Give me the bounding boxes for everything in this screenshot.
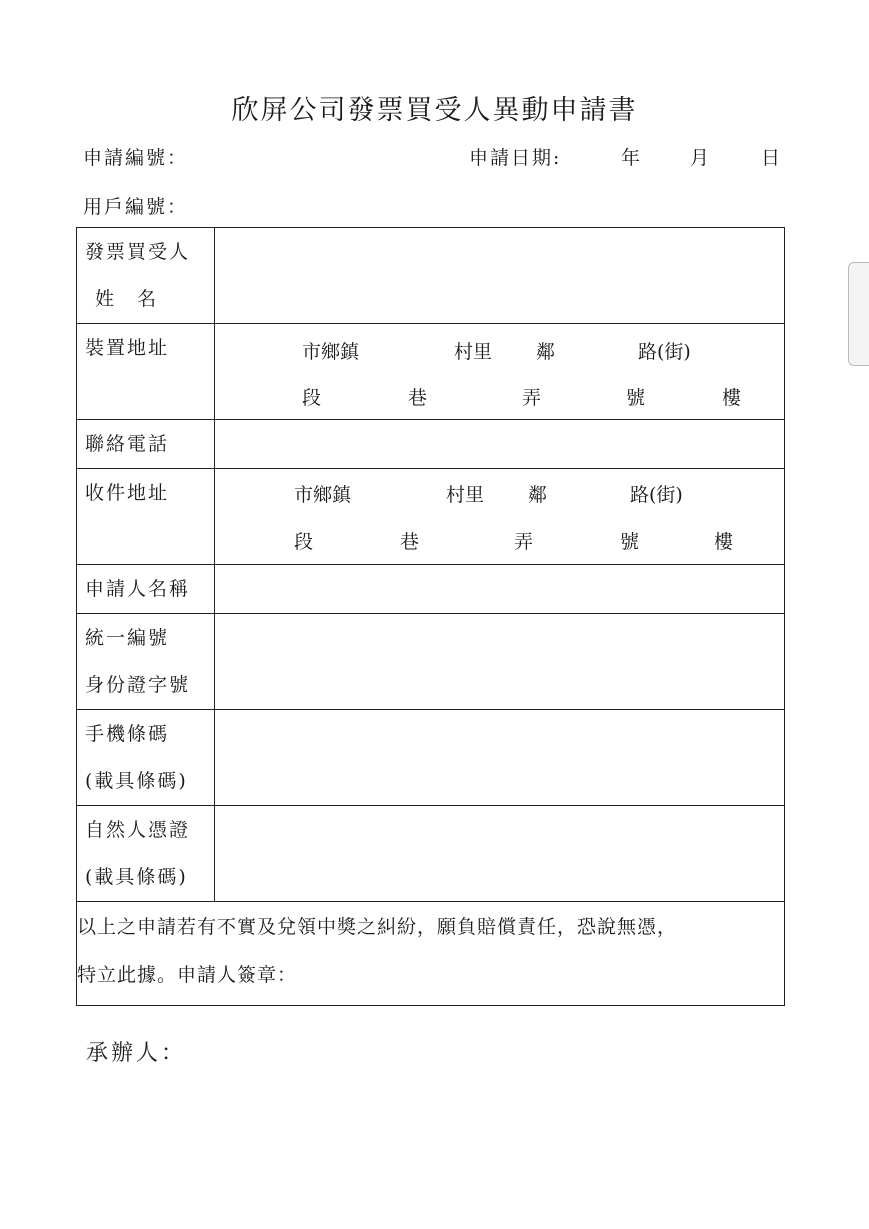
mail-address-field[interactable]: [215, 469, 785, 565]
row-applicant-name: [77, 565, 785, 614]
row-id-number: [77, 614, 785, 710]
mail-neighborhood-label: 鄰: [528, 484, 548, 506]
scan-edge-tab: [848, 262, 869, 366]
applicant-name-label: 申請人名稱: [85, 578, 191, 600]
install-number-label: 號: [626, 387, 646, 409]
mobile-barcode-field[interactable]: [215, 710, 785, 806]
mail-number-label: 號: [620, 531, 640, 553]
buyer-name-label-cell: [77, 228, 215, 324]
id-number-label-cell: [77, 614, 215, 710]
mail-address-label: 收件地址: [85, 482, 170, 504]
install-floor-label: 樓: [722, 387, 742, 409]
application-date-label: 申請日期:: [469, 147, 562, 169]
declaration-line1: 以上之申請若有不實及兌領中獎之糾紛，願負賠償責任，恐說無憑，: [77, 916, 678, 938]
install-road-label: 路(街): [638, 341, 691, 363]
mail-section-label: 段: [294, 531, 314, 553]
declaration-cell: [77, 902, 785, 1006]
row-declaration: [77, 902, 785, 1006]
citizen-cert-label-line2: (載具條碼): [85, 866, 188, 888]
mobile-barcode-label-line2: (載具條碼): [85, 770, 188, 792]
phone-field[interactable]: [215, 420, 785, 469]
row-citizen-cert: [77, 806, 785, 902]
row-mobile-barcode: [77, 710, 785, 806]
buyer-name-field[interactable]: [215, 228, 785, 324]
id-number-field[interactable]: [215, 614, 785, 710]
install-neighborhood-label: 鄰: [536, 341, 556, 363]
declaration-line2: 特立此據。申請人簽章：: [77, 964, 298, 986]
install-village-label: 村里: [454, 341, 493, 363]
customer-no-label: 用戶編號：: [83, 196, 189, 218]
handler-label: 承辦人：: [86, 1041, 187, 1066]
mail-address-label-cell: [77, 469, 215, 565]
mail-road-label: 路(街): [630, 484, 683, 506]
application-form-table: [76, 227, 785, 1006]
buyer-name-label-line1: 發票買受人: [85, 241, 191, 263]
row-mail-address: [77, 469, 785, 565]
mail-village-label: 村里: [446, 484, 485, 506]
mail-city-label: 市鄉鎮: [294, 484, 352, 506]
application-no-label: 申請編號：: [83, 147, 189, 169]
citizen-cert-field[interactable]: [215, 806, 785, 902]
applicant-name-field[interactable]: [215, 565, 785, 614]
install-city-label: 市鄉鎮: [302, 341, 360, 363]
form-title: 欣屏公司發票買受人異動申請書: [231, 95, 638, 126]
citizen-cert-label-line1: 自然人憑證: [85, 819, 191, 841]
install-address-label: 裝置地址: [85, 337, 170, 359]
id-number-label-line1: 統一編號: [85, 627, 170, 649]
row-buyer-name: [77, 228, 785, 324]
mobile-barcode-label-cell: [77, 710, 215, 806]
install-address-field[interactable]: [215, 324, 785, 420]
date-month-label: 月: [690, 147, 710, 169]
citizen-cert-label-cell: [77, 806, 215, 902]
install-alley-label: 弄: [522, 387, 542, 409]
date-day-label: 日: [761, 147, 781, 169]
row-install-address: [77, 324, 785, 420]
install-section-label: 段: [302, 387, 322, 409]
install-lane-label: 巷: [408, 387, 428, 409]
phone-label: 聯絡電話: [85, 433, 170, 455]
date-year-label: 年: [621, 147, 641, 169]
mail-floor-label: 樓: [714, 531, 734, 553]
install-address-label-cell: [77, 324, 215, 420]
id-number-label-line2: 身份證字號: [85, 674, 191, 696]
mobile-barcode-label-line1: 手機條碼: [85, 723, 170, 745]
mail-lane-label: 巷: [400, 531, 420, 553]
mail-alley-label: 弄: [514, 531, 534, 553]
buyer-name-label-line2: 姓 名: [95, 288, 159, 310]
